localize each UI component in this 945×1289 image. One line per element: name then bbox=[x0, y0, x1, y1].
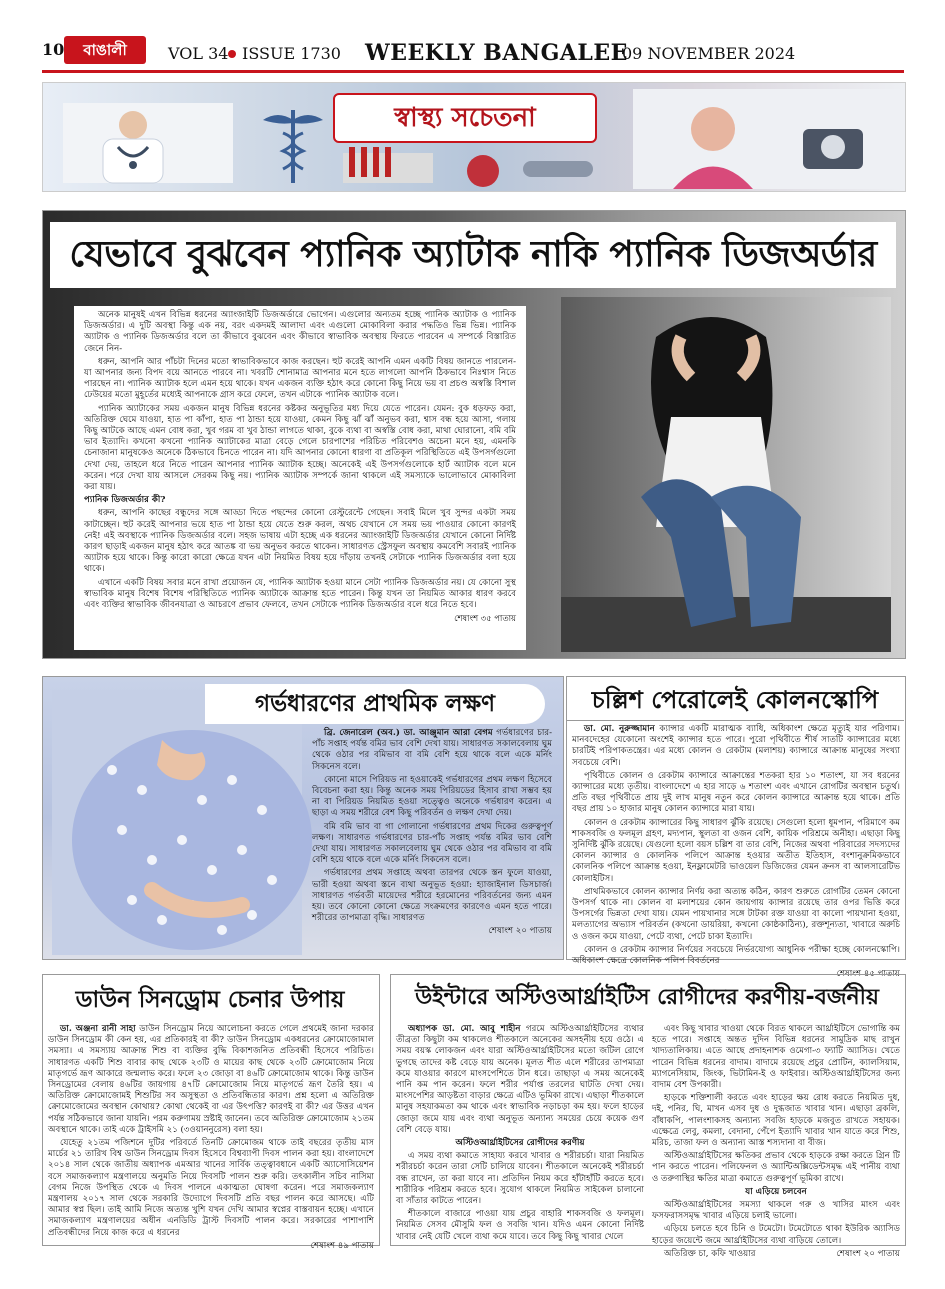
osteoarthritis-column-1 bbox=[396, 1024, 644, 1242]
paragraph: প্রাথমিকভাবে কোলন ক্যান্সার নির্ণয় করা অত্যন্ত কঠিন, কারণ শুরুতে রোগটির তেমন কোনো উপসর্গ থাকে না। কোলন বা মলাশয়ের কোন জায়গায় ক্যান্সার রয়েছে তার ওপর ভিত্তি করে উপসর্গের ভিন্নতা দেখা যায়। যেমন পায়খানার সঙ্গে টাটকা রক্ত যাওয়া বা কালো পায়খানা হওয়া, মলত্যাগের অভ্যাস পরিবর্তন (কখনো ডায়রিয়া, কখনো কোষ্ঠকাঠিন্য), রক্তশূন্যতা, খাবারে অরুচি ও ওজন কমে যাওয়া, পেটে ব্যথা, পেটে চাকা ইত্যাদি। bbox=[572, 886, 900, 942]
publication-logo: বাঙালী bbox=[64, 36, 146, 64]
paragraph: কোলন ও রেকটাম ক্যান্সারের কিছু সাধারণ ঝুঁকি রয়েছে। সেগুলো হলো ধূমপান, পরিমাণে কম শাকসবজি ও ফলমূল গ্রহণ, মদ্যপান, স্থূলতা বা ওজন বেশি, কায়িক পরিশ্রমে অনীহা। এছাড়া কিছু সুনির্দিষ্ট ঝুঁকি রয়েছে। যেগুলো হলো বয়স চল্লিশ বা তার বেশি, নিজের অথবা পরিবারের সদস্যদের কোলন ক্যান্সার ও কোলনিক পলিপে আক্রান্ত হওয়ার অতীত ইতিহাস, বংশানুক্রমিকভাবে কোলনিক পলিপে আক্রান্ত হওয়া, ইনফ্লামেটরি ভাওয়েল ডিজিজের যেমন ক্রনস বা আলসারেটিভ কোলাইটিস। bbox=[572, 817, 900, 884]
paragraph: অস্টিওআর্থ্রাইটিসের সমস্যা থাকলে গরু ও খাসির মাংস এবং ফসফরাসসমৃদ্ধ খাবার এড়িয়ে চলাই ভালো। bbox=[652, 1200, 900, 1222]
paragraph: ক্যান্সার একটি মারাত্মক ব্যাধি, অধিকাংশ ক্ষেত্রে মৃত্যুই যার পরিণাম। মানবদেহের যেকোনো অংশেই ক্যান্সার হতে পারে। পুরো পৃথিবীতে শীর্ষ সাতটি ক্যান্সারের মধ্যে চারটিই পরিপাকতন্ত্রের। এর মধ্যে কোলন ও রেকটাম (মলাশয়) ক্যান্সারে আক্রান্ত মানুষের সংখ্যা সবচেয়ে বেশি। bbox=[572, 724, 900, 768]
byline: ডা. মো. নুরুজ্জামান bbox=[584, 724, 655, 734]
separator-dot bbox=[228, 50, 236, 58]
osteoarthritis-article-title: উইন্টারে অস্টিওআর্থ্রাইটিস রোগীদের করণীয়-বর্জনীয় bbox=[415, 985, 879, 1010]
subheading: অস্টিওআর্থ্রাইটিসের রোগীদের করণীয় bbox=[455, 1138, 585, 1149]
paragraph: পৃথিবীতে কোলন ও রেকটাম ক্যান্সারে আক্রান্তের শতকরা হার ১০ শতাংশ, যা সব ধরনের ক্যান্সারের মধ্যে তৃতীয়। বাংলাদেশে এ হার সাড়ে ৬ শতাংশ এবং এখানে রোগটির অবস্থান চতুর্থ। প্রতি বছর পৃথিবীতে প্রায় দুই লাখ মানুষ নতুন করে কোলন ক্যান্সারে আক্রান্ত হয়ে থাকে। প্রতি বছর প্রায় ১০ হাজার মানুষ কোলন ক্যান্সারে মারা যায়। bbox=[572, 770, 900, 815]
paragraph: ধরুন, আপনি কাছের বন্ধুদের সঙ্গে আড্ডা দিতে পছন্দের কোনো রেস্টুরেন্টে গেছেন। সবাই মিলে খুব সুন্দর একটা সময় কাটাচ্ছেন। হুট করেই আপনার ভয়ে হাত পা ঠান্ডা হয়ে যেতে শুরু করল, অথচ যেখানে সে সময় ভয় পাওয়ার কোনো কারণই নেই! এই অবস্থাকে প্যানিক ডিজঅর্ডার বলে। সহজ ভাষায় এটা হচ্ছে এক ধরনের অ্যাংজাইটি ডিজঅর্ডার যেখানে কোনো নির্দিষ্ট কারণ ছাড়াই একজন মানুষ হঠাৎ করে আতঙ্ক বা ভয় অনুভব করতে থাকেন। সাধারণত স্ট্রেসফুল অবস্থায় কমবেশি সবারই প্যানিক অ্যাটাক হয়ে থাকে। কিন্তু কারো কারো ক্ষেত্রে যখন এটা নিয়মিত বিষয় হয়ে দাঁড়ায় তখনই সেটাকে প্যানিক ডিজঅর্ডার বলা হয়ে থাকে। bbox=[84, 508, 516, 575]
paragraph: যেহেতু ২১তম পজিশনে দুটির পরিবর্তে তিনটি ক্রোমোজম থাকে তাই বছরের তৃতীয় মাস মার্চের ২১ তারিখ বিশ্ব ডাউন সিনড্রোম দিবস হিসেবে বিশ্বব্যাপী দিবস পালন করা হয়। বাংলাদেশে ২০১৪ সাল থেকে জাতীয় অধ্যাপক এমআর খানের সার্বিক তত্ত্বাবধানে একটি অ্যাসোসিয়েশন বসে সমাজকল্যাণ মন্ত্রণালয়ে অনুমতি নিয়ে দিবসটি পালন শুরু করি। তৎকালীন সচিব নাসিমা বেগম নিজে উপস্থিত থেকে এ দিবস পালনে একাত্মতা ঘোষণা করেন। পরে সমাজকল্যাণ মন্ত্রণালয় ২০১৭ সাল থেকে সরকারি উদ্যোগে দিবসটি প্রতি বছর পালন করে আসছে। এটি আমার স্বপ্ন ছিল। তাই আমি নিজে অত্যন্ত খুশি যখন দেখি আমার স্বপ্নের বাস্তবায়ন হচ্ছে। এখানে সমাজকল্যাণ মন্ত্রণালয়ের অধীন এনডিডি ট্রাস্ট দিবসটি পালন করে। সরকারের পাশাপাশি প্রতিবন্ধীদের নিয়ে কাজ করে এ ধরনের bbox=[48, 1138, 374, 1238]
paragraph: অস্টিওআর্থ্রাইটিসের ক্ষতিকর প্রভাব থেকে হাড়কে রক্ষা করতে গ্রিন টি পান করতে পারেন। পলিফেনল ও অ্যান্টিঅক্সিডেন্টসমৃদ্ধ এই পানীয় ব্যথা ও তরুণাস্থির ক্ষতির মাত্রা কমাতে গুরুত্বপূর্ণ ভূমিকা রাখে। bbox=[652, 1151, 900, 1184]
paragraph: বমি বমি ভাব বা গা গোলানো গর্ভধারণের প্রথম দিকের গুরুত্বপূর্ণ লক্ষণ। সাধারণত গর্ভধারণের চার-পাঁচ সপ্তাহ পর্যন্ত বমির ভাব বেশি দেখা যায়। সাধারণত সকালবেলায় ঘুম থেকে ওঠার পর বমিভাব বা বমি বেশি হয়ে থাকে বলে একে মর্নিং সিকনেস বলে। bbox=[312, 821, 552, 866]
paragraph: এ সময় ব্যথা কমাতে সাহায্য করবে খাবার ও শরীরচর্চা। যারা নিয়মিত শরীরচর্চা করেন তারা সেটি চালিয়ে যাবেন। শীতকালে অনেকেই শরীরচর্চা বন্ধ রাখেন, তা করা যাবে না। প্রতিদিন নিয়ম করে হাঁটাহাঁটি করতে হবে। শারীরিক পরিশ্রম করতে হবে। সুযোগ থাকলে নিয়মিত সাইকেল চালানো বা সাঁতার কাটতে পারেন। bbox=[396, 1151, 644, 1207]
pregnancy-article-title: গর্ভধারণের প্রাথমিক লক্ষণ bbox=[205, 684, 545, 724]
issue-label: ISSUE 1730 bbox=[242, 44, 341, 63]
paragraph: এখানে একটি বিষয় সবার মনে রাখা প্রয়োজন যে, প্যানিক অ্যাটাক হওয়া মানে সেটা প্যানিক ডিজঅর্ডার নয়। যে কোনো সুস্থ স্বাভাবিক মানুষ বিশেষ বিশেষ পরিস্থিতিতে প্যানিক অ্যাটাকে আক্রান্ত হতে পারেন। কিন্তু যখন তা নিয়মিত আকার ধারণ করবে এবং ব্যক্তির স্বাভাবিক জীবনযাত্রা ও আচরণে প্রভাব ফেলবে, তখন সেটাকে প্যানিক ডিজঅর্ডার বলে ধরে নিতে হবে। bbox=[84, 577, 516, 611]
paragraph: শীতকালে বাজারে পাওয়া যায় প্রচুর বাহারি শাকসবজি ও ফলমূল। নিয়মিত সেসব মৌসুমি ফল ও সবজি খান। যদিও এমন কোনো নির্দিষ্ট খাবার নেই যেটি খেলে ব্যথা কমে যাবে। তবে কিছু কিছু খাবার খেলে bbox=[396, 1209, 644, 1242]
doctor-photo bbox=[63, 103, 233, 183]
continued-note: শেষাংশ ৪৫ পাতায় bbox=[836, 969, 900, 980]
paragraph: গরমে অস্টিওআর্থ্রাইটিসের ব্যথার তীব্রতা কিছুটা কম থাকলেও শীতকালে অনেকের অসহনীয় হয়ে ওঠে। এ সময় বয়স্ক লোকজন এবং যারা অস্টিওআর্থ্রাইটিসের মতো জটিল রোগে ভুগছে তাদের কষ্ট বেড়ে যায় অনেক। মূলত শীত এলে শরীরের তাপমাত্রা কমে যাওয়ার কারণে মাংসপেশিতে টান ধরে। তাছাড়া এ সময় অনেকেই পানি কম পান করেন। ফলে শরীর পর্যাপ্ত তরলের ঘাটতি দেখা দেয়। মাংসপেশির আড়ষ্টতা বাড়ার ক্ষেত্রে এটিও ভূমিকা রাখে। এছাড়া শীতকালে মানুষ সহযাকমতা কম থাকে এবং স্বাভাবিক নড়াচড়া কম হয়। ফলে হাড়ের জোড়া জমে যায় এবং ব্যথা অনুভূত অন্যান্য সময়ের চেয়ে কয়েক গুণ বেশি বেড়ে যায়। bbox=[396, 1024, 644, 1135]
down-syndrome-article-body bbox=[48, 1024, 374, 1251]
pregnancy-article-body bbox=[312, 728, 552, 952]
paragraph: গর্ভধারণের চার-পাঁচ সপ্তাহ পর্যন্ত বমির ভাব বেশি দেখা যায়। সাধারণত সকালবেলায় ঘুম থেকে ওঠার পর বমিভাব বা বমি বেশি হয়ে থাকে বলে একে মর্নিং সিকনেস বলে। bbox=[312, 728, 552, 772]
down-syndrome-article-title: ডাউন সিনড্রোম চেনার উপায় bbox=[75, 987, 345, 1013]
distressed-woman-photo bbox=[561, 297, 891, 652]
paragraph: হাড়কে শক্তিশালী করতে এবং হাড়ের ক্ষয় রোধ করতে নিয়মিত দুধ, দই, পনির, ঘি, মাখন এসব দুধ ও দুগ্ধজাত খাবার খান। এছাড়া ব্রকলি, বাঁধাকপি, পালংশাকসহ অন্যান্য সবজি হাড়কে মজবুত রাখতে সহায়ক। এক্ষেত্রে লেবু, কমলা, বেদানা, পেঁপে ইত্যাদি খাবার খান যাতে করে শিশু, মরিচ, তাজা ফল ও অন্যান্য আস্ত শস্যদানা বা বীজ। bbox=[652, 1093, 900, 1149]
page-number: 10 bbox=[42, 40, 65, 59]
paragraph: অনেক মানুষই এখন বিভিন্ন ধরনের অ্যাংজাইটি ডিজঅর্ডারে ভোগেন। এগুলোর অন্যতম হচ্ছে প্যানিক অ্যাটাক ও প্যানিক ডিজঅর্ডার। এ দুটি অবস্থা কিন্তু এক নয়, বরং একদমই আলাদা এবং এগুলো মোকাবিলা করার পদ্ধতিও ভিন্ন ভিন্ন। প্যানিক অ্যাটাক ও প্যানিক ডিজঅর্ডার বলে তা কীভাবে বুঝবেন এবং কীভাবে স্বাভাবিক অবস্থায় ফিরতে পারবেন এ সম্পর্কে বিস্তারিত জেনে নিন- bbox=[84, 310, 516, 354]
paragraph: ডাউন সিনড্রোম নিয়ে আলোচনা করতে গেলে প্রথমেই জানা দরকার ডাউন সিনড্রোম কী কেন হয়, এর প্রতিকারই বা কী? ডাউন সিনড্রোম একধরনের ক্রোমোজোমাল সমস্যা। এ সমস্যায় আক্রান্ত শিশু বা ব্যক্তির বুদ্ধি বিকাশজনিত প্রতিবন্ধী হিসেবে পরিচিত। সাধারণত একটি শিশু বাবার কাছ থেকে ২৩টি ও মায়ের কাছ থেকে ২৩টি ক্রোমোজোম নিয়ে মাতৃগর্ভে ভ্রূণ আকারে জন্মলাভ করে। ফলে ২৩ জোড়া বা ৪৬টি ক্রোমোজোম থাকে। কিন্তু ডাউন সিনড্রোমের বেলায় ৪৬টির জায়গায় ৪৭টি ক্রোমোজোম নিয়ে মাতৃগর্ভে ভ্রূণ তৈরি হয়। এ অতিরিক্ত ক্রোমোজোমই শিশুটির সব অসুস্থতা ও প্রতিবন্ধিতার কারণ। প্রশ্ন হলো এ অতিরিক্ত ক্রোমোজোমের অবস্থান কোথায়? কোথা থেকেই বা এর উৎপত্তি? কারণই বা কী? এর উত্তর এখন পর্যন্ত সঠিকভাবে জানা যায়নি। পরম করুণাময় স্রষ্টাই জানেন। তবে অতিরিক্ত ক্রোমোজোম ২১তম অবস্থানে থাকে। তাই একে ট্রাইসমি ২১ (৩ওয়াননুরেস) বলা হয়। bbox=[48, 1024, 374, 1135]
continued-note: শেষাংশ ৩৫ পাতায় bbox=[454, 613, 516, 624]
paragraph: এড়িয়ে চলতে হবে চিনি ও টমেটো। টমেটোতে থাকা ইউরিক অ্যাসিড হাড়ের জয়েন্টে জমে আর্থ্রাইটিসের ব্যথা বাড়িয়ে তোলে। bbox=[652, 1224, 900, 1246]
medical-instruments-photo bbox=[343, 143, 603, 187]
paragraph: কোনো মাসে পিরিয়ড না হওয়াকেই গর্ভধারণের প্রথম লক্ষণ হিসেবে বিবেচনা করা হয়। কিন্তু অনেক সময় পিরিয়ডের হিসাব রাখা সম্ভব হয় না বা পিরিয়ড নিয়মিত হওয়া সত্ত্বেও অনেকে গর্ভধারণ করেন। এ ছাড়া এ সময় শরীরে বেশ কিছু পরিবর্তন ও লক্ষণ দেখা দেয়। bbox=[312, 774, 552, 819]
lead-article-body bbox=[74, 306, 526, 650]
volume-label: VOL 34 bbox=[168, 44, 229, 63]
banner-title: স্বাস্থ্য সচেতনা bbox=[333, 93, 597, 143]
colonoscopy-article-title: চল্লিশ পেরোলেই কোলনস্কোপি bbox=[566, 680, 904, 721]
caduceus-icon bbox=[258, 105, 328, 189]
byline: অধ্যাপক ডা. মো. আবু শাহীন bbox=[408, 1024, 521, 1034]
paragraph: অতিরিক্ত চা, কফি খাওয়ার bbox=[664, 1248, 756, 1259]
issue-date: 09 NOVEMBER 2024 bbox=[622, 44, 796, 63]
pregnant-woman-photo bbox=[52, 690, 302, 955]
paragraph: গর্ভধারণের প্রথম সপ্তাহে অথবা তারপর থেকে স্তন ফুলে যাওয়া, ভারী হওয়া অথবা স্তনে ব্যথা অনুভূত হওয়া: হ্যাজাইনাল ডিসচার্জ। সাধারণত গর্ভবতী মায়েদের শরীরে হরমোনের পরিবর্তনের জন্য এমন হয়। তবে কোনো কোনো ক্ষেত্রে সংক্রমণের কারণেও এমন হতে পারে। শরীরের তাপমাত্রা বৃদ্ধি। সাধারণত bbox=[312, 868, 552, 924]
paragraph: ধরুন, আপনি আর পাঁচটা দিনের মতো স্বাভাবিকভাবে কাজ করছেন। হুট করেই আপনি এমন একটি বিষয় জানতে পারলেন- যা আপনার জন্য বিপদ বয়ে আনতে পারবে না। খবরটি শোনামাত্র আপনার মনে হতে লাগলো আপনি ঠিকভাবে নিঃশ্বাস নিতে পারছেন না। প্যানিক অ্যাটাক হলে এমন হয়ে থাকে। যখন একজন ব্যক্তি হঠাৎ করে কোনো কিছু নিয়ে ভয় বা প্রচণ্ড অস্বস্তি বিশাল ঢেউয়ের মতো মুহূর্তের মধ্যেই আপনাকে গ্রাস করে ফেলে, তখন এটাকে প্যানিক অ্যাটাক বলে। bbox=[84, 356, 516, 401]
header-rule bbox=[42, 70, 904, 73]
byline: ব্রি. জেনারেল (অব.) ডা. আঞ্জুমান আরা বেগম bbox=[324, 728, 493, 738]
lead-article-title: যেভাবে বুঝবেন প্যানিক অ্যাটাক নাকি প্যানিক ডিজঅর্ডার bbox=[50, 222, 896, 288]
continued-note: শেষাংশ ২০ পাতায় bbox=[836, 1248, 900, 1259]
continued-note: শেষাংশ ৪৯ পাতায় bbox=[310, 1240, 374, 1251]
continued-note: শেষাংশ ২০ পাতায় bbox=[488, 926, 552, 937]
paragraph: কোলন ও রেকটাম ক্যান্সার নির্ণয়ের সবচেয়ে নির্ভরযোগ্য আধুনিক পরীক্ষা হচ্ছে কোলনস্কোপি। অধিকাংশ ক্ষেত্রে কোলনিক পলিপ বিবর্তনের bbox=[572, 944, 900, 967]
osteoarthritis-column-2 bbox=[652, 1024, 900, 1259]
byline: ডা. অঞ্জনা রানী সাহা bbox=[60, 1024, 136, 1034]
subheading: প্যানিক ডিজঅর্ডার কী? bbox=[84, 495, 166, 506]
paragraph: প্যানিক অ্যাটাকের সময় একজন মানুষ বিভিন্ন ধরনের কষ্টকর অনুভূতির মধ্য দিয়ে যেতে পারেন। যেমন: বুক ধড়ফড় করা, অতিরিক্ত ঘেমে যাওয়া, হাত পা কাঁপা, হাত পা ঠান্ডা হয়ে যাওয়া, কেমন কিছু ঝাঁ ঝাঁ অনুভব করা, শ্বাস বন্ধ হয়ে আসা, গলায় কিছু আটকে আছে এমন বোধ করা, খুব গরম বা খুব ঠান্ডা লাগতে থাকা, বুকে ব্যথা বা অস্বস্তি বোধ করা, মাথা ঘোরানো, বমি বমি ভাব ইত্যাদি। কখনো কখনো প্যানিক অ্যাটাকের মাত্রা বেড়ে গেলে চারপাশের পরিচিত পরিবেশও অচেনা মনে হয়, এমনকি চেনাজানা মানুষকেও অনেকে ঠিকভাবে চিনতে পারেন না। যদি আপনার কোনো ধারণা বা প্রতিকূল পরিস্থিতিতে এই উপসর্গগুলো দেখা দেয়, তাহলে ধরে নিতে পারেন আপনার প্যানিক অ্যাটাক হচ্ছে। অনেকেই এই উপসর্গগুলোকে হার্ট অ্যাটাক বলে মনে করেন। পরে দেখা যায় আসলে সেরকম কিছু নয়। প্যানিক অ্যাটাক সম্পর্কে জানা থাকলে এই সমস্যাকে ভালোভাবে মোকাবিলা করা যায়। bbox=[84, 403, 516, 493]
health-banner bbox=[42, 82, 906, 192]
publication-name: WEEKLY BANGALEE bbox=[365, 40, 628, 66]
colonoscopy-article-body bbox=[572, 724, 900, 980]
paragraph: এবং কিছু খাবার খাওয়া থেকে বিরত থাকলে আর্থ্রাইটিসে ভোগান্তি কম হতে পারে। সপ্তাহে অন্তত দুদিন বিভিন্ন ধরনের সামুদ্রিক মাছ রাখুন খাদ্যতালিকায়। এতে আছে প্রদাহনাশক ওমেগা-৩ ফ্যাটি অ্যাসিড। খেতে পারেন বিভিন্ন ধরনের বাদাম। বাদামে রয়েছে প্রচুর প্রোটিন, ক্যালসিয়াম, ম্যাগনেসিয়াম, জিংক, ভিটামিন-ই ও ফাইবার। অস্টিওআর্থ্রাইটিসের জন্য বাদাম বেশ উপকারী। bbox=[652, 1024, 900, 1091]
patient-photo bbox=[633, 89, 903, 189]
subheading: যা এড়িয়ে চলবেন bbox=[745, 1186, 807, 1197]
